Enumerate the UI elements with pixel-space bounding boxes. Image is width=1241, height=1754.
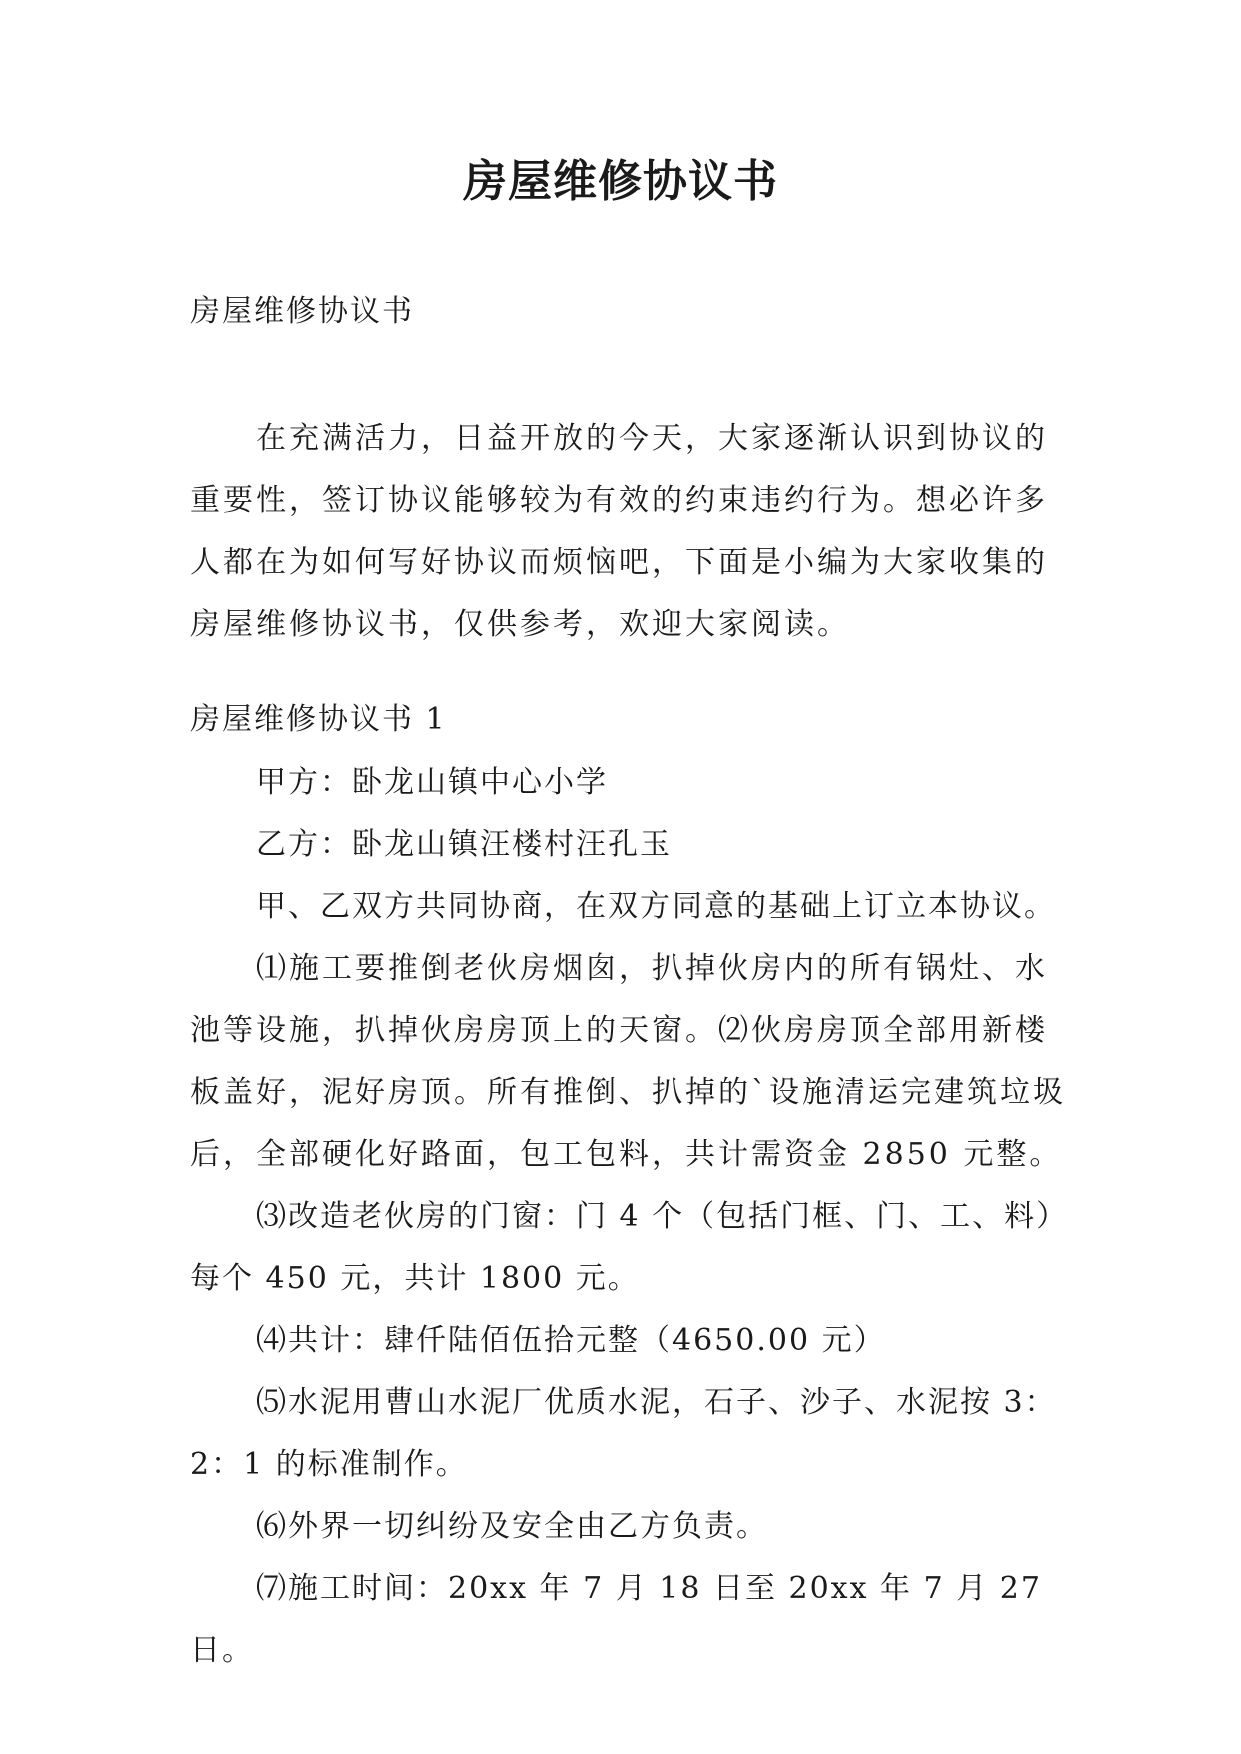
party-b-line: 乙方：卧龙山镇汪楼村汪孔玉: [256, 827, 672, 862]
clause-6: ⑹外界一切纠纷及安全由乙方负责。: [256, 1509, 768, 1544]
clause-4: ⑷共计：肆仟陆佰伍拾元整（4650.00 元）: [256, 1323, 886, 1358]
clause-1-2: ⑴施工要推倒老伙房烟囱，扒掉伙房内的所有锅灶、水池等设施，扒掉伙房房顶上的天窗。⑵伙房房顶全部用新楼板盖好，泥好房顶。所有推倒、扒掉的`设施清运完建筑垃圾后，全部硬化好路面，包工包料，共计需资金 2850 元整。: [190, 951, 1066, 1172]
document-subtitle: 房屋维修协议书: [190, 294, 414, 329]
clause-3: ⑶改造老伙房的门窗：门 4 个（包括门框、门、工、料）每个 450 元，共计 1800 元。: [190, 1199, 1069, 1296]
agreement-line: 甲、乙双方共同协商，在双方同意的基础上订立本协议。: [256, 889, 1056, 924]
party-a-line: 甲方：卧龙山镇中心小学: [256, 765, 608, 800]
agreement-body: [190, 752, 1070, 1682]
clause-5: ⑸水泥用曹山水泥厂优质水泥，石子、沙子、水泥按 3：2：1 的标准制作。: [190, 1385, 1057, 1482]
clause-7: ⑺施工时间：20xx 年 7 月 18 日至 20xx 年 7 月 27 日。: [190, 1571, 1042, 1668]
document-title: 房屋维修协议书: [463, 156, 778, 207]
section-heading: 房屋维修协议书 1: [190, 702, 447, 737]
intro-paragraph: 在充满活力，日益开放的今天，大家逐渐认识到协议的重要性，签订协议能够较为有效的约束违约行为。想必许多人都在为如何写好协议而烦恼吧，下面是小编为大家收集的房屋维修协议书，仅供参考，欢迎大家阅读。: [190, 421, 1048, 642]
